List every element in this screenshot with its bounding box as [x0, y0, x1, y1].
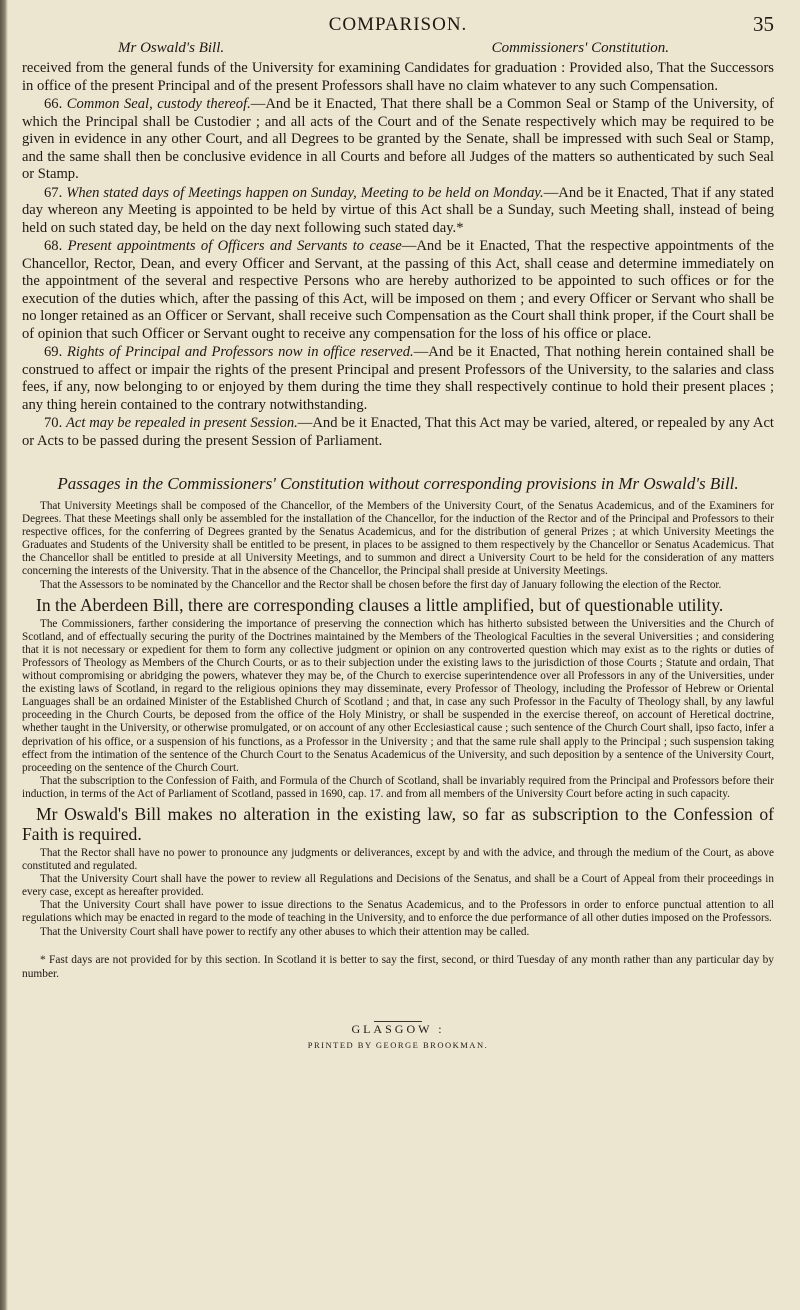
- quoted-passages-university-meetings: [22, 500, 774, 592]
- section-paragraph: [22, 238, 774, 343]
- running-header: [22, 12, 774, 38]
- imprint-city: GLASGOW :: [351, 1021, 445, 1036]
- binding-spine-shadow: [0, 0, 8, 1310]
- quoted-paragraph: That the University Court shall have power to issue directions to the Senatus Academicus, and to the Professors in order to enforce punctual attention to all regulations which may be enacted in regard to the mode of teaching in the University, and to enforce the due performance of all other duties imposed on the Professors.: [22, 899, 774, 925]
- section-subheading: Passages in the Commissioners' Constitution without corresponding provisions in Mr Oswald's Bill.: [57, 474, 739, 493]
- aberdeen-bill-remark: In the Aberdeen Bill, there are corresponding clauses a little amplified, but of questionable utility.: [36, 594, 724, 615]
- section-body: —And be it Enacted, That if any stated day whereon any Meeting is appointed to be held by virtue of this Act shall be a Sunday, such Meeting shall, instead of being held on such stated day, be held on the day next following such stated day.*: [22, 184, 774, 236]
- oswald-bill-remark: Mr Oswald's Bill makes no alteration in the existing law, so far as subscription to the Confession of Faith is required.: [22, 803, 774, 844]
- section-body: —And be it Enacted, That this Act may be varied, altered, or repealed by any Act or Acts to be passed during the present Session of Parliament.: [22, 415, 774, 449]
- section-number: 66.: [44, 96, 63, 112]
- section-body: —And be it Enacted, That the respective appointments of the Chancellor, Rector, Dean, and every Officer and Servant, at the passing of this Act, shall cease and determine immediately on the appointment of the several and respective Persons who are hereby authorized to be appointed to such offices or for the execution of the duties which, after the passing of this Act, will be imposed on them ; and every Officer or Servant who shall be no longer retained as an Officer or Servant, shall receive such Compensation as the Court shall think proper, if the Court shall be of opinion that such Officer or Servant ought to receive any compensation for the loss of his office or place.: [22, 238, 774, 342]
- section-title: Rights of Principal and Professors now in office reserved.: [66, 344, 414, 360]
- section-number: 70.: [44, 415, 63, 431]
- section-number: 69.: [44, 344, 63, 360]
- sections-list: [22, 96, 774, 450]
- page-number: 35: [753, 12, 774, 36]
- quoted-paragraph: That the Assessors to be nominated by the Chancellor and the Rector shall be chosen before the first day of January following the election of the Rector.: [40, 578, 722, 591]
- section-title: Act may be repealed in present Session.: [66, 415, 298, 431]
- quoted-paragraph: That University Meetings shall be composed of the Chancellor, of the Members of the University Court, of the Senatus Academicus, and of the Examiners for Degrees. That these Meetings shall only be assembled for the installation of the Chancellor, for the induction of the Rector and of the Principal and Professors to their respective offices, for the conferring of Degrees granted by the Senatus Academicus, and for the distribution of general Prizes ; at which University Meetings the Graduates and Students of the University shall be entitled to be present, in places to be assigned to them respectively by the Chancellor or Senatus Academicus. That the Chancellor shall be entitled to preside at all University Meetings, and to summon and direct a University Court to be held for the consideration of any matters concerning the interests of the University. That in the absence of the Chancellor, the Principal shall preside at University Meetings.: [22, 500, 774, 578]
- quoted-paragraph: That the University Court shall have the power to review all Regulations and Decisions of the Senatus, and shall be a Court of Appeal from their proceedings in every case, except as hereafter provided.: [22, 873, 774, 899]
- opening-paragraph: received from the general funds of the University for examining Candidates for graduation : Provided also, That the Successors in office of the present Principal and of the present Professors shall have no claim whatever to any such Compensation.: [22, 60, 774, 94]
- right-column-heading: Commissioners' Constitution.: [491, 40, 669, 56]
- section-number: 68.: [44, 238, 63, 254]
- section-title: When stated days of Meetings happen on Sunday, Meeting to be held on Monday.: [66, 184, 544, 201]
- section-title: Present appointments of Officers and Servants to cease: [67, 238, 402, 254]
- column-headings: [22, 40, 774, 57]
- quoted-passages-rector-court: [22, 847, 774, 939]
- section-title: Common Seal, custody thereof.: [66, 96, 251, 112]
- quoted-paragraph: That the subscription to the Confession of Faith, and Formula of the Church of Scotland, shall be invariably required from the Principal and Professors before their induction, in terms of the Act of Parliament of Scotland, passed in 1690, cap. 17. and from all members of the University Court before acting in such capacity.: [22, 774, 774, 800]
- section-paragraph: [22, 185, 774, 238]
- page-title: COMPARISON.: [328, 14, 468, 35]
- quoted-paragraph: The Commissioners, farther considering the importance of preserving the connection which has hitherto subsisted between the Universities and the Church of Scotland, and of effectually securing the purity of the Doctrines maintained by the Members of the Theological Faculties in the several Universities ; and considering that it is not necessary or expedient for them to form any collective judgment or opinion on any controverted question which may exist as to the rights or duties of Professors of Theology as Members of the Church Courts, or as to their subjection under the existing laws to the jurisdiction of those Courts ; Statute and ordain, That without compromising or abridging the powers, whatever they may be, of the Church to exercise superintendence over all Professors in any of the Universities, under the existing laws of Scotland, in regard to the religious opinions they may disseminate, every Professor of Theology, including the Professor of Hebrew or Oriental Languages shall be an ordained Minister of the Established Church of Scotland ; and that, in case any such Professor in the Faculty of Theology shall, by any lawful proceeding in the Church Courts, be deposed from the office of the Holy Ministry, or shall be suspended in the exercise thereof, on account of Heretical doctrine, whether taught in the University, or otherwise promulgated, or on account of any other Ecclesiastical cause ; such sentence of the Church Court shall, ipso facto, infer a deprivation of his office, or a suspension of his functions, as a Professor in the University ; and that the same rule shall apply to the Principal ; such suspension taking effect from the intimation of the sentence of the Church Court to the Senatus Academicus of the University, and such deposition by a sentence of the University Court, proceeding on the sentence of the Church Court.: [22, 617, 774, 774]
- imprint: [22, 1021, 774, 1050]
- quoted-paragraph: That the University Court shall have power to rectify any other abuses to which their attention may be called.: [40, 925, 530, 938]
- quoted-paragraph: That the Rector shall have no power to pronounce any judgments or deliverances, except by and with the advice, and through the medium of the Court, as above constituted and regulated.: [22, 846, 774, 873]
- page-content: [22, 12, 774, 1050]
- section-paragraph: [22, 96, 774, 184]
- section-paragraph: [22, 344, 774, 414]
- section-number: 67.: [44, 184, 63, 201]
- section-body: —And be it Enacted, That nothing herein contained shall be construed to affect or impair the rights of the present Principal and present Professors of the University, to the salaries and class fees, if any, now belonging to or enjoyed by them during the time they shall respectively continue to hold their present places ; any thing herein contained to the contrary notwithstanding.: [22, 344, 774, 413]
- quoted-passages-theology: [22, 618, 774, 801]
- footnote: * Fast days are not provided for by this section. In Scotland it is better to say the first, second, or third Tuesday of any month rather than any particular day by number.: [22, 953, 774, 980]
- left-column-heading: Mr Oswald's Bill.: [118, 40, 225, 56]
- imprint-printer: PRINTED BY GEORGE BROOKMAN.: [307, 1039, 489, 1050]
- section-body: —And be it Enacted, That there shall be a Common Seal or Stamp of the University, of which the Principal shall be Custodier ; and all acts of the Court and of the Senate respectively which may be required to be given in evidence in any other Court, and all Degrees to be granted by the Senate, shall be impressed with such Seal or Stamp, and the same shall then be conclusive evidence in all Courts and before all Judges of the matters so authenticated by such Seal or Stamp.: [22, 96, 774, 182]
- section-paragraph: [22, 415, 774, 450]
